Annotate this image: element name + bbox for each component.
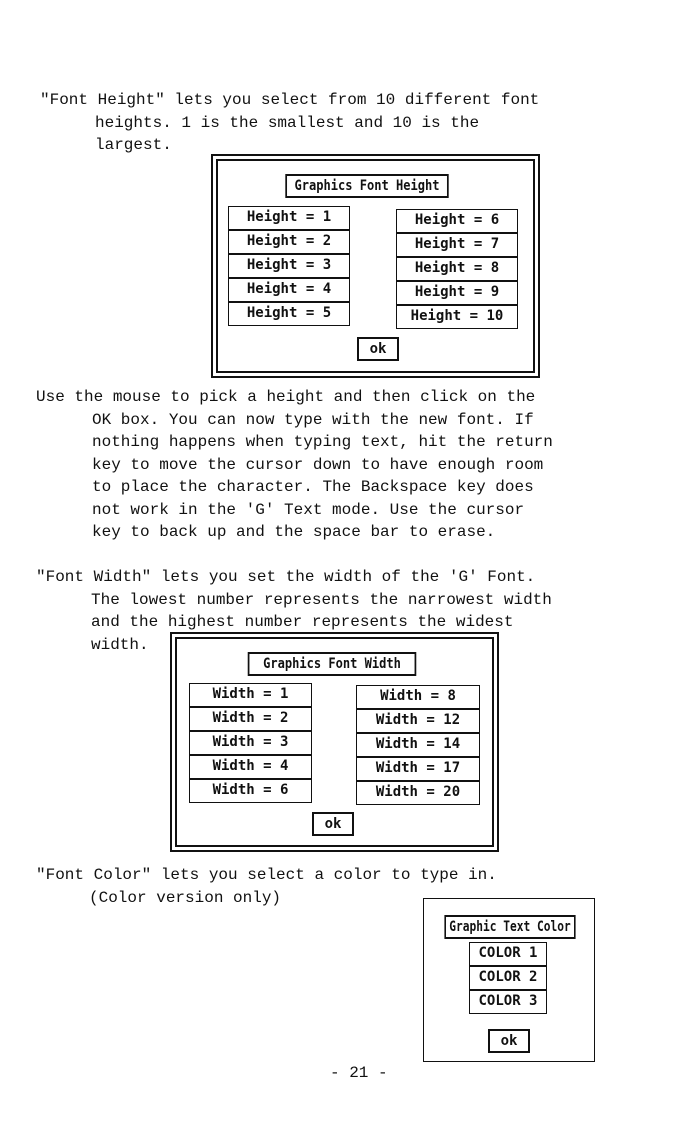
width-option-20[interactable]: Width = 20 bbox=[356, 781, 480, 805]
height-option-3[interactable]: Height = 3 bbox=[228, 254, 350, 278]
height-option-4[interactable]: Height = 4 bbox=[228, 278, 350, 302]
height-option-8[interactable]: Height = 8 bbox=[396, 257, 518, 281]
text-line: nothing happens when typing text, hit the return bbox=[92, 433, 553, 451]
dialog-title: Graphic Text Color bbox=[444, 915, 575, 939]
text-line: heights. 1 is the smallest and 10 is the bbox=[95, 113, 480, 132]
graphics-font-width-dialog bbox=[170, 632, 499, 852]
height-option-10[interactable]: Height = 10 bbox=[396, 305, 518, 329]
font-height-paragraph bbox=[40, 89, 642, 157]
width-option-14[interactable]: Width = 14 bbox=[356, 733, 480, 757]
height-option-1[interactable]: Height = 1 bbox=[228, 206, 350, 230]
text-line: "Font Color" lets you select a color to type in. bbox=[36, 866, 497, 884]
width-option-12[interactable]: Width = 12 bbox=[356, 709, 480, 733]
color-option-1[interactable]: COLOR 1 bbox=[469, 942, 547, 966]
dialog-title: Graphics Font Height bbox=[285, 174, 448, 198]
height-option-7[interactable]: Height = 7 bbox=[396, 233, 518, 257]
text-line: "Font Width" lets you set the width of the 'G' Font. bbox=[36, 568, 536, 586]
text-line: The lowest number represents the narrowest width bbox=[91, 590, 552, 609]
height-option-2[interactable]: Height = 2 bbox=[228, 230, 350, 254]
height-option-6[interactable]: Height = 6 bbox=[396, 209, 518, 233]
width-option-2[interactable]: Width = 2 bbox=[189, 707, 312, 731]
usage-paragraph bbox=[36, 386, 638, 544]
color-option-3[interactable]: COLOR 3 bbox=[469, 990, 547, 1014]
height-option-5[interactable]: Height = 5 bbox=[228, 302, 350, 326]
width-option-3[interactable]: Width = 3 bbox=[189, 731, 312, 755]
text-line: to place the character. The Backspace key does bbox=[92, 478, 534, 496]
graphic-text-color-dialog bbox=[423, 898, 595, 1062]
ok-button[interactable]: ok bbox=[357, 337, 399, 361]
width-option-8[interactable]: Width = 8 bbox=[356, 685, 480, 709]
text-line: largest. bbox=[95, 136, 172, 154]
width-option-17[interactable]: Width = 17 bbox=[356, 757, 480, 781]
ok-button[interactable]: ok bbox=[312, 812, 354, 836]
text-line: key to move the cursor down to have enough room bbox=[92, 455, 544, 474]
text-line: key to back up and the space bar to erase. bbox=[92, 523, 496, 541]
text-line: width. bbox=[91, 635, 149, 654]
width-option-1[interactable]: Width = 1 bbox=[189, 683, 312, 707]
text-line: (Color version only) bbox=[89, 888, 282, 907]
text-line: OK box. You can now type with the new font. If bbox=[92, 410, 534, 429]
width-option-4[interactable]: Width = 4 bbox=[189, 755, 312, 779]
ok-button[interactable]: ok bbox=[488, 1029, 530, 1053]
color-option-2[interactable]: COLOR 2 bbox=[469, 966, 547, 990]
text-line: "Font Height" lets you select from 10 different font bbox=[40, 91, 540, 109]
height-option-9[interactable]: Height = 9 bbox=[396, 281, 518, 305]
width-option-6[interactable]: Width = 6 bbox=[189, 779, 312, 803]
graphics-font-height-dialog bbox=[211, 154, 540, 378]
dialog-title: Graphics Font Width bbox=[248, 652, 417, 676]
text-line: and the highest number represents the widest bbox=[91, 613, 514, 631]
text-line: Use the mouse to pick a height and then click on the bbox=[36, 388, 536, 406]
page-number: - 21 - bbox=[330, 1064, 388, 1082]
text-line: not work in the 'G' Text mode. Use the cursor bbox=[92, 500, 525, 519]
